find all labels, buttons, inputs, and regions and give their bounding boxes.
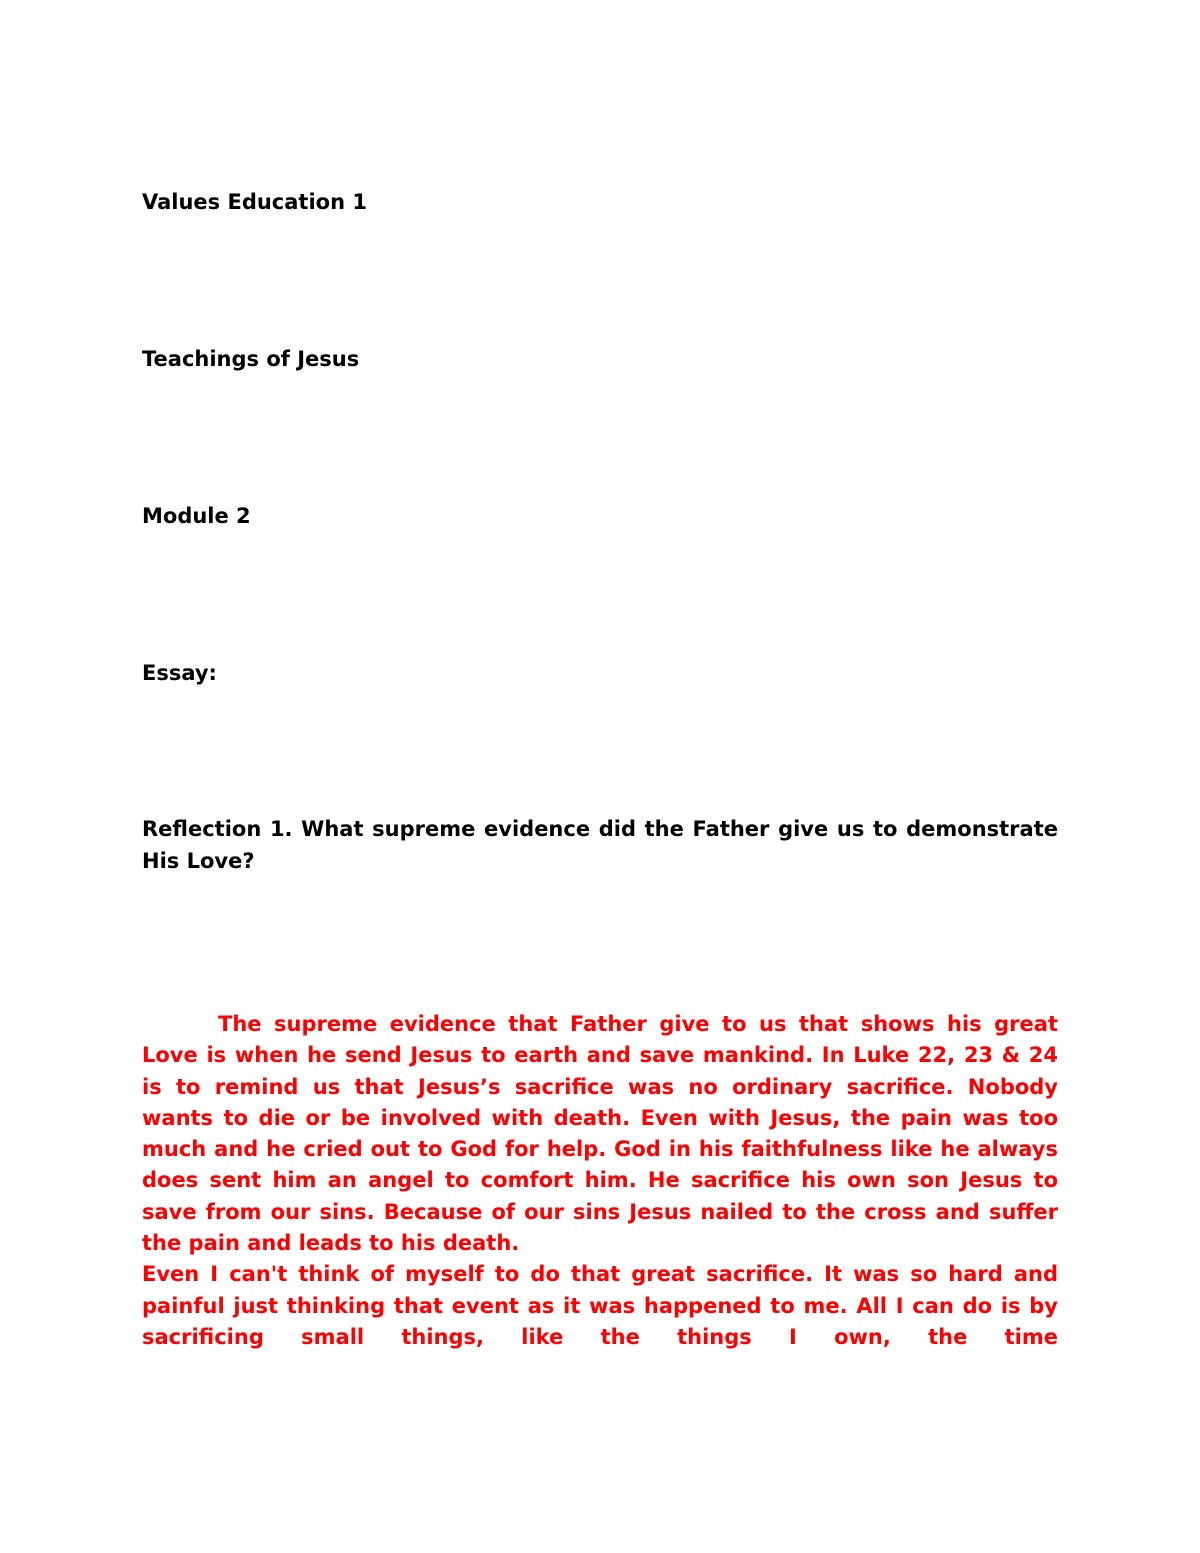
subject-heading: Teachings of Jesus: [142, 347, 360, 371]
essay-label: Essay:: [142, 661, 217, 685]
module-heading: Module 2: [142, 504, 251, 528]
answer-paragraph-1: The supreme evidence that Father give to us that shows his great Love is when he send Jesus to earth and save mankind. In Luke 22, 23 & 24 is to remind us that Jesus’s sacrifice was no ordinary sacrifice. Nobody wants to die or be involved with death. Even with Jesus, the pain was too much and he cried out to God for help. God in his faithfulness like he always does sent him an angel to comfort him. He sacrifice his own son Jesus to save from our sins. Because of our sins Jesus nailed to the cross and suffer the pain and leads to his death.: [142, 1012, 1058, 1256]
course-title: Values Education 1: [142, 190, 367, 214]
reflection-question: Reflection 1. What supreme evidence did the Father give us to demonstrate His Love?: [142, 817, 1058, 873]
answer-paragraph-2: Even I can't think of myself to do that great sacrifice. It was so hard and painful just thinking that event as it was happened to me. All I can do is by sacrificing small things, like the things I own, the time: [142, 1262, 1058, 1349]
essay-answer: [142, 1009, 1058, 1353]
